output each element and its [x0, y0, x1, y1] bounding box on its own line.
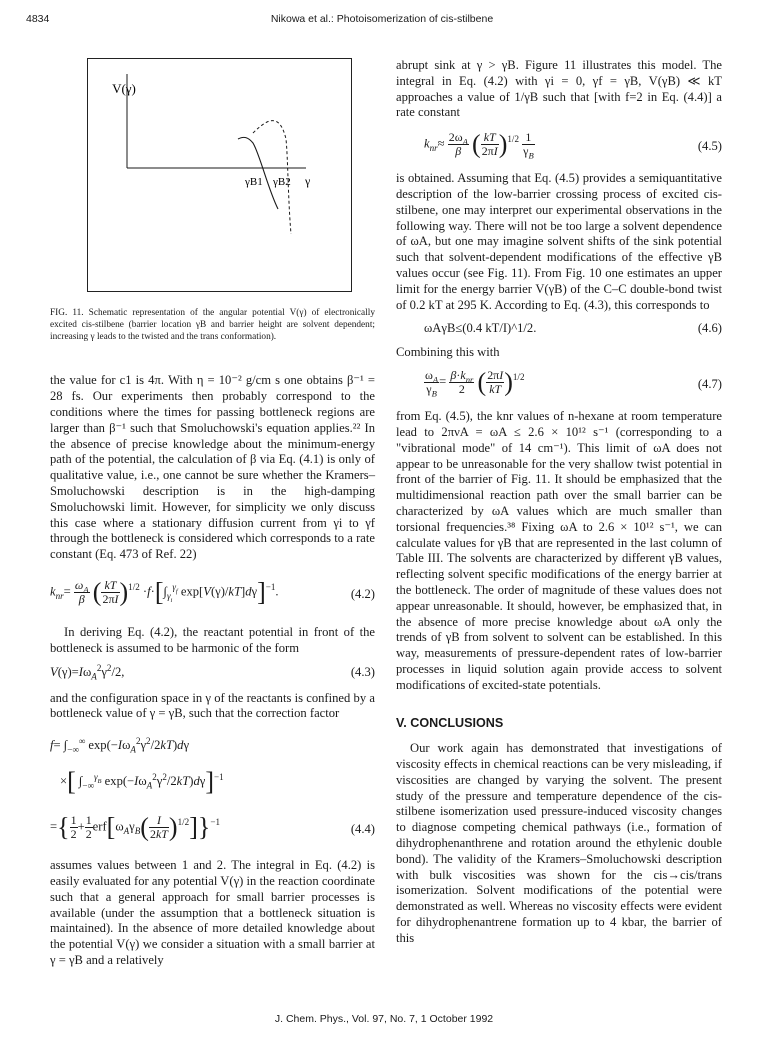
page-footer: J. Chem. Phys., Vol. 97, No. 7, 1 October 1992 — [274, 1013, 494, 1025]
equation-number: (4.6) — [697, 321, 722, 336]
right-column — [396, 58, 722, 947]
paragraph: is obtained. Assuming that Eq. (4.5) provides a semiquantitative description of the low-barrier crossing process of excited cis-stilbene, one may interpret our experimental observations in the following way. There will not be too large a solvent dependence of ωA, but one may imagine solvent shifts of the sink potential such that solvent-dependent modifications of the effective γB values occur (see Fig. 11). From Fig. 10 one estimates an upper limit for the energy barrier V(γB) of the C–C double-bond twist of 0.2 kT at 295 K. According to Eq. (4.3), this corresponds to — [396, 171, 722, 312]
running-head: Nikowa et al.: Photoisomerization of cis-stilbene — [270, 13, 494, 25]
equation-4-5: $k_{nr}\approx$ $\frac{2\omega_A}{\beta}$ ( $\frac{kT}{2\pi I}$ )$^{1/2}$ $\frac{1}{\gamma_B}$ (4.5) — [424, 129, 722, 161]
x-axis-label: γ — [305, 174, 311, 188]
left-column — [50, 58, 375, 969]
equation-number: (4.4) — [350, 822, 375, 837]
equation-number: (4.2) — [350, 586, 375, 601]
paragraph: In deriving Eq. (4.2), the reactant potential in front of the bottleneck is assumed to be harmonic of the form — [50, 624, 375, 655]
figure-caption: FIG. 11. Schematic representation of the angular potential V(γ) of electronically excited cis-stilbene (barrier location γB and barrier height are solvent dependent; increasing γ leads to the twisted and the trans conformation). — [50, 308, 375, 342]
paragraph: Our work again has demonstrated that investigations of viscosity effects in chemical reactions can be very misleading, if viscosities are changed by varying the solvent. The present study of the pressure and temperature dependence of the cis-stilbene isomerization used pressure-induced viscosity changes to diagnose competing chemical pathways (i.e., formation of dihydrophenanthrene and rotation around the ethylenic double bond). The validity of the Kramers–Smoluchowski description with bulk viscosities was shown for the cis→cis/trans isomerization. Solvent modifications of the potential were demonstrated as well. Whereas no viscosity effects were evident for dihydrophenantrene formation up to 4 kbar, the barrier of this — [396, 741, 722, 945]
paragraph: Combining this with — [396, 345, 500, 360]
figure-11 — [87, 58, 352, 292]
paragraph: abrupt sink at γ > γB. Figure 11 illustrates this model. The integral in Eq. (4.2) with γi = 0, γf = γB, V(γB) ≪ kT approaches a value of 1/γB such that [with f=2 in Eq. (4.4)] a rate constant — [396, 58, 722, 120]
paragraph: the value for c1 is 4π. With η = 10⁻² g/cm s one obtains β⁻¹ = 28 fs. Our experiments then probably correspond to the conditions where the times for passing bottleneck regions are larger than β⁻¹ such that Smoluchowski's equation applies.²² In the absence of precise knowledge about the minimum-energy path of the potential, the calculation of β via Eq. (4.1) is only of qualitative value, i.e., one cannot be sure whether the Kramers–Smoluchowski description is in the high-damping Smoluchowski limit. However, for simplicity we only discuss this case where a stationary diffusion current from γi to γf through the bottleneck is considered which corresponds to a rate constant (Eq. 473 of Ref. 22) — [50, 373, 375, 562]
barrier-marker-1: γB1 — [245, 176, 263, 188]
section-heading: V. CONCLUSIONS — [396, 715, 504, 730]
page-number: 4834 — [26, 13, 50, 25]
paragraph: from Eq. (4.5), the knr values of n-hexane at room temperature lead to 2πνA = ωA ≤ 2.6 × 10¹² s⁻¹ (corresponding to a "vibrational mode" of 14 cm⁻¹). This limit of ωA does not appear to be unreasonable for the very shallow twist potential in front of the barrier of Fig. 11. It should be emphasized that the multidimensional reaction path over the small barrier can be characterized by ωA values which are much smaller than torsional frequencies.³⁸ Fixing ωA to 2.6 × 10¹² s⁻¹, we can calculate values for γB that are represented in the last column of Table III. The solvents are characterized by different γB values, reflecting solvent specific modifications of the energy barrier at the bottleneck. The order of magnitude of these values does not appear unreasonable. It should, however, be emphasized that, in the absence of more precise knowledge about ωA only the trends of γB from solvent to solvent can be established. In this way, measurements of pressure-dependent rates of low-barrier processes in liquid solution again provide access to solvent modifications of excited-state potentials. — [396, 409, 722, 692]
equation-number: (4.7) — [697, 377, 722, 392]
paragraph: assumes values between 1 and 2. The integral in Eq. (4.2) is easily evaluated for any potential V(γ) in the reaction coordinate such that a general approach for small barrier processes is available (under the assumption that a bottleneck situation is maintained). In the absence of more detailed knowledge about the potential V(γ) we consider a situation with a small barrier at γ = γB and a relatively — [50, 858, 375, 967]
equation-number: (4.5) — [697, 139, 722, 154]
paragraph: and the configuration space in γ of the reactants is confined by a bottleneck value of γ = γB, such that the correction factor — [50, 690, 375, 721]
equation-4-2: $k_{nr}=$ $\frac{\omega_A}{\beta}$ ( $\frac{kT}{2\pi I}$ )$^{1/2} \cdot f\cdot[\int_{\gamma_i}^{\gamma_f}$ exp[V(γ)/kT]dγ]$^{-1}$. (4.2) — [50, 577, 375, 607]
page-header — [26, 13, 738, 29]
equation-4-7: $\frac{\omega_A}{\gamma_B}$ = $\frac{\beta\cdot k_{nr}}{2}$ ( $\frac{2\pi I}{kT}$ )$^{1/2}$ (4.7) — [425, 367, 722, 399]
y-axis-label: V(γ) — [112, 81, 136, 96]
equation-4-3: $V(\gamma)=I\omega_A^2\gamma^2/2$, (4.3) — [50, 662, 375, 682]
barrier-marker-2: γB2 — [273, 176, 291, 188]
potential-curve-solid — [238, 137, 278, 209]
equation-4-6: ωAγB≤(0.4 kT/I)^1/2. (4.6) — [424, 321, 722, 336]
equation-4-4: $f= \int_{-\infty}^\infty$ $\exp(-I\omega_A^2\gamma^2/2kT)d\gamma$ ×[ $\int_{-\infty}^{\gamma_B}$ $\exp(-I\omega_A^2\gamma^2/2kT)d\gamma]^{-1}$ ={ $\frac{1}{2}$ + $\frac{1}{2}$ $erf[\omega_A\gamma_B$( $\frac{I}{2kT}$ )$^{1/2}$]}$^{-1}$ (4.4) — [50, 735, 375, 842]
potential-diagram — [88, 59, 351, 291]
equation-number: (4.3) — [350, 664, 375, 679]
